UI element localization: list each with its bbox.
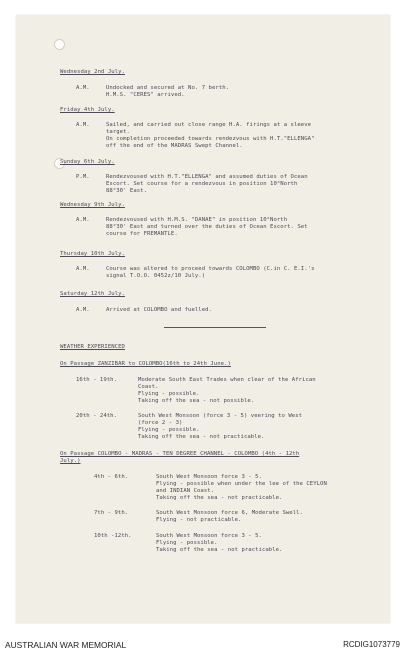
log-line: Arrived at COLOMBO and fuelled. bbox=[106, 307, 212, 313]
weather-line: Taking off the sea - not possible. bbox=[138, 398, 255, 404]
log-line: course for FREMANTLE. bbox=[106, 231, 178, 237]
weather-line: Flying - possible. bbox=[138, 427, 200, 433]
time-tag: A.M. bbox=[76, 122, 90, 128]
day-heading: Saturday 12th July. bbox=[60, 291, 125, 297]
time-tag: A.M. bbox=[76, 85, 90, 91]
weather-line: Moderate South East Trades when clear of the African bbox=[138, 377, 316, 383]
time-tag: A.M. bbox=[76, 217, 90, 223]
day-heading: Sunday 6th July. bbox=[60, 159, 115, 165]
log-line: 88°30' East. bbox=[106, 188, 148, 194]
log-line: On completion proceeded towards rendezvous with H.T."ELLENGA" bbox=[106, 136, 315, 142]
section-divider bbox=[164, 327, 266, 328]
weather-line: and INDIAN Coast. bbox=[156, 488, 215, 494]
weather-line: South West Monsoon force 3 - 5. bbox=[156, 533, 262, 539]
institution-credit: AUSTRALIAN WAR MEMORIAL bbox=[5, 640, 127, 650]
log-line: Escort. Set course for a rendezvous in position 10°North bbox=[106, 181, 298, 187]
log-line: H.M.S. "CERES" arrived. bbox=[106, 92, 185, 98]
weather-line: Coast. bbox=[138, 384, 159, 390]
log-line: Rendezvoused with H.M.S. "DANAE" in position 10°North bbox=[106, 217, 288, 223]
weather-line: Taking off the sea - not practicable. bbox=[156, 547, 283, 553]
date-range: 7th - 9th. bbox=[94, 510, 129, 516]
weather-line: Taking off the sea - not practicable. bbox=[156, 495, 283, 501]
weather-line: Flying - possible. bbox=[138, 391, 200, 397]
date-range: 4th - 6th. bbox=[94, 474, 129, 480]
passage-heading: On Passage COLOMBO - MADRAS - TEN DEGREE CHANNEL - COLOMBO (4th - 12th bbox=[60, 451, 300, 457]
passage-heading: July.) bbox=[60, 458, 81, 464]
log-line: signal T.O.O. 0452z/10 July.) bbox=[106, 273, 206, 279]
date-range: 20th - 24th. bbox=[76, 413, 118, 419]
time-tag: P.M. bbox=[76, 174, 90, 180]
weather-line: South West Monsoon force 3 - 5. bbox=[156, 474, 262, 480]
log-line: 88°30' East and turned over the duties of Ocean Escort. Set bbox=[106, 224, 308, 230]
date-range: 16th - 19th. bbox=[76, 377, 118, 383]
log-line: Course was altered to proceed towards COLOMBO (C.in C. E.I.'s bbox=[106, 266, 315, 272]
log-line: off the end of the MADRAS Swept Channel. bbox=[106, 143, 243, 149]
log-line: target. bbox=[106, 129, 130, 135]
day-heading: Friday 4th July. bbox=[60, 107, 115, 113]
log-line: Rendezvoused with H.T."ELLENGA" and assumed duties of Ocean bbox=[106, 174, 308, 180]
weather-line: South West Monsoon (force 3 - 5) veering to West bbox=[138, 413, 303, 419]
document-page bbox=[16, 15, 390, 623]
time-tag: A.M. bbox=[76, 266, 90, 272]
log-line: Undocked and secured at No. 7 berth. bbox=[106, 85, 230, 91]
time-tag: A.M. bbox=[76, 307, 90, 313]
day-heading: Wednesday 2nd July. bbox=[60, 69, 125, 75]
weather-line: South West Monsoon force 6, Moderate Swell. bbox=[156, 510, 303, 516]
record-id: RCDIG1073779 bbox=[343, 640, 400, 649]
weather-line: (force 2 - 3) bbox=[138, 420, 183, 426]
log-line: Sailed, and carried out close range H.A. firings at a sleeve bbox=[106, 122, 312, 128]
weather-line: Flying - not practicable. bbox=[156, 517, 242, 523]
weather-line: Taking off the sea - not practicable. bbox=[138, 434, 265, 440]
passage-heading: On Passage ZANZIBAR to COLOMBO(16th to 24th June.) bbox=[60, 361, 231, 367]
weather-line: Flying - possible when under the lee of the CEYLON bbox=[156, 481, 327, 487]
date-range: 10th -12th. bbox=[94, 533, 132, 539]
day-heading: Thursday 10th July. bbox=[60, 251, 125, 257]
section-title: WEATHER EXPERIENCED bbox=[60, 344, 125, 350]
day-heading: Wednesday 9th July. bbox=[60, 202, 125, 208]
weather-line: Flying - possible. bbox=[156, 540, 218, 546]
typed-report bbox=[16, 15, 390, 623]
